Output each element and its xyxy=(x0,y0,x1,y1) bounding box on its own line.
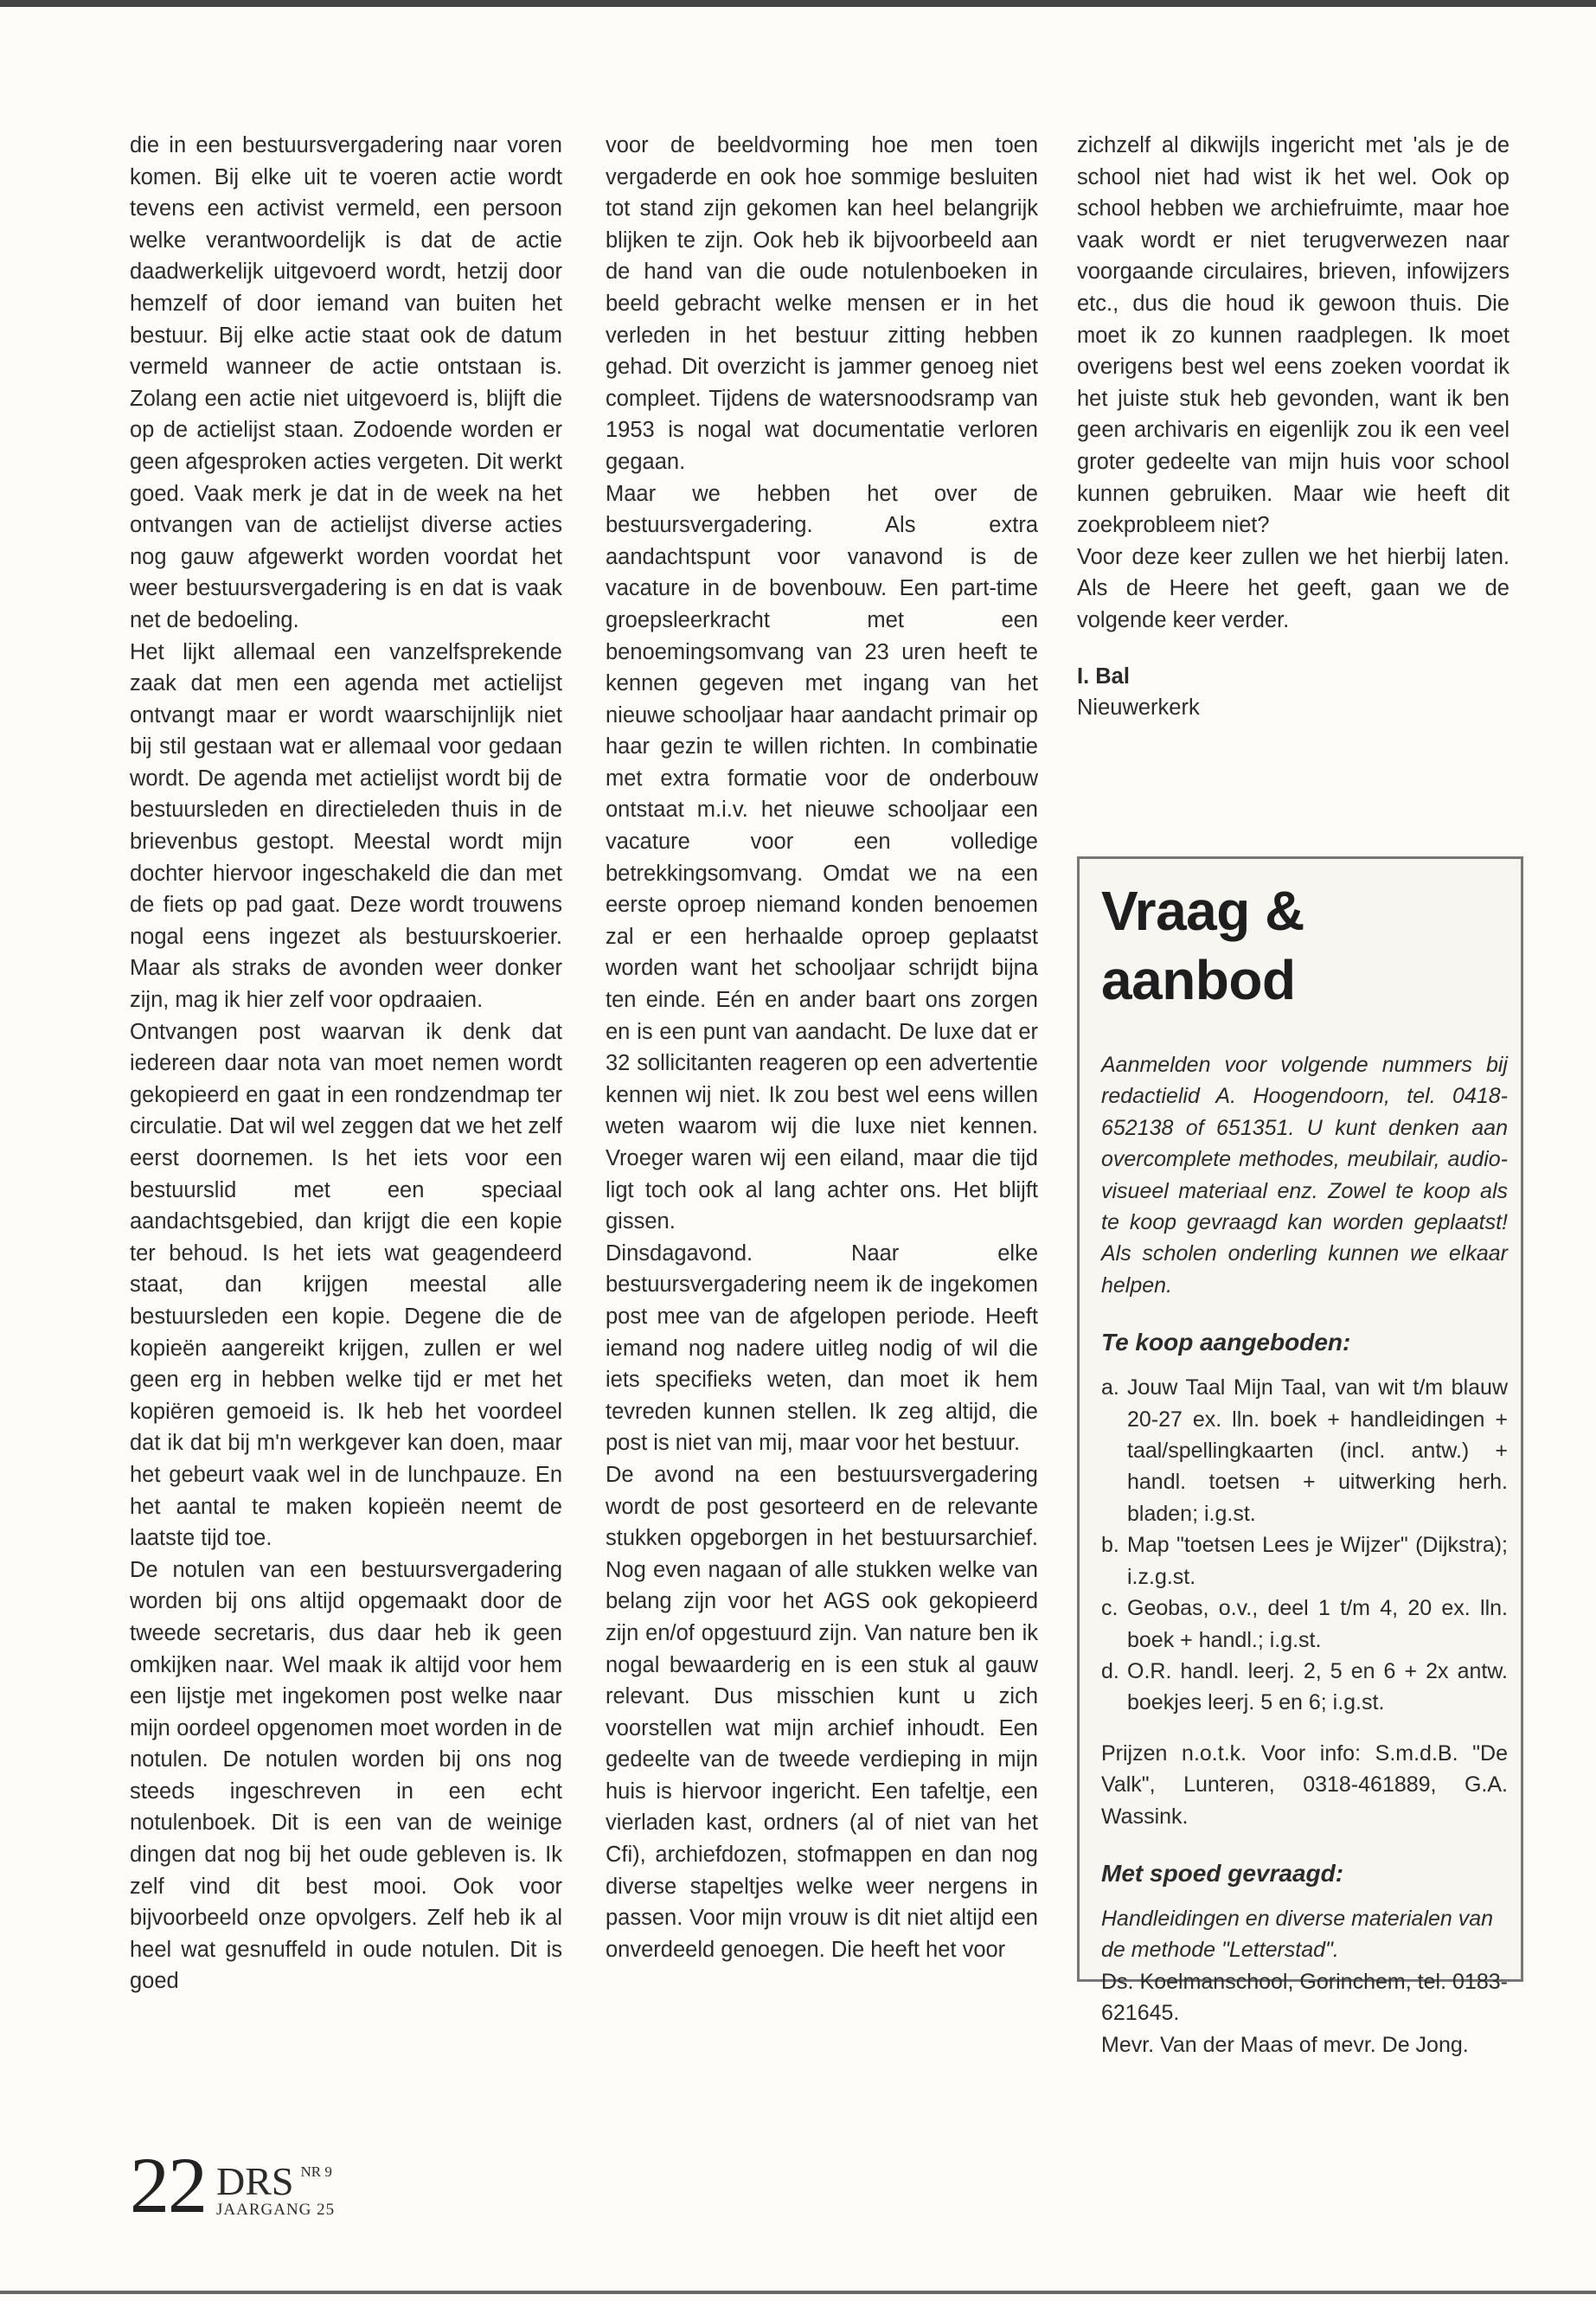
paragraph: die in een bestuursvergadering naar voren komen. Bij elke uit te voeren actie wordt tevens een activist vermeld, een persoon welke verantwoordelijk is dat de actie daadwerkelijk uitgevoerd wordt, hetzij door hemzelf of door iemand van buiten het bestuur. Bij elke actie staat ook de datum vermeld wanneer de actie ontstaan is. Zolang een actie niet uitgevoerd is, blijft die op de actielijst staan. Zodoende worden er geen afgesproken acties vergeten. Dit werkt goed. Vaak merk je dat in de week na het ontvangen van de actielijst diverse acties nog gauw afgewerkt worden voordat het weer bestuursvergadering is en dat is vaak net de bedoeling. xyxy=(130,133,562,632)
paragraph: Dinsdagavond. Naar elke bestuursvergadering neem ik de ingekomen post mee van de afgelopen periode. Heeft iemand nog nadere uitleg nodig of wil die iets specifieks weten, dan moet ik hem tevreden kunnen stellen. Ik zeg altijd, die post is niet van mij, maar voor het bestuur. xyxy=(606,1240,1038,1456)
paragraph: Maar we hebben het over de bestuursvergadering. Als extra aandachtspunt voor vanavond is de vacature in de bovenbouw. Een part-time groepsleerkracht met een benoemingsomvang van 23 uren heeft te kennen gegeven met ingang van het nieuwe schooljaar haar aandacht primair op haar gezin te willen richten. In combinatie met extra formatie voor de onderbouw ontstaat m.i.v. het nieuwe schooljaar een vacature voor een volledige betrekkingsomvang. Omdat we na een eerste oproep niemand konden benoemen zal er een herhaalde oproep geplaatst worden want het schooljaar schrijdt bijna ten einde. Eén en ander baart ons zorgen en is een punt van aandacht. De luxe dat er 32 sollicitanten reageren op een advertentie kennen wij niet. Ik zou best wel eens willen weten waarom wij die luxe niet kennen. Vroeger waren wij een eiland, maar die tijd ligt toch ook al lang achter ons. Het blijft gissen. xyxy=(606,481,1038,1234)
classifieds-box xyxy=(1077,856,1523,2057)
paragraph: voor de beeldvorming hoe men toen vergaderde en ook hoe sommige besluiten tot stand zijn gekomen kan heel belangrijk blijken te zijn. Ook heb ik bijvoorbeeld aan de hand van die oude notulenboeken in beeld gebracht welke mensen er in het verleden in het bestuur zitting hebben gehad. Dit overzicht is jammer genoeg niet compleet. Tijdens de watersnoodsramp van 1953 is nogal wat documentatie verloren gegaan. xyxy=(606,133,1038,474)
list-marker: b. xyxy=(1101,1533,1119,1558)
list-marker: a. xyxy=(1101,1375,1119,1400)
wanted-description: Handleidingen en diverse materialen van de methode "Letterstad". xyxy=(1101,1906,1494,1963)
article-column-1 xyxy=(130,130,562,1997)
paragraph: zichzelf al dikwijls ingericht met 'als je de school niet had wist ik het wel. Ook op school hebben we archiefruimte, maar hoe vaak wordt er niet terugverwezen naar voorgaande circulaires, brieven, infowijzers etc., dus die houd ik gewoon thuis. Die moet ik zo kunnen raadplegen. Ik moet overigens best wel eens zoeken voordat ik het juiste stuk heb gevonden, want ik ben geen archivaris en eigenlijk zou ik een veel groter gedeelte van mijn huis voor school kunnen gebruiken. Maar wie heeft dit zoekprobleem niet? xyxy=(1077,133,1509,538)
list-item xyxy=(1101,1593,1508,1656)
list-text: Jouw Taal Mijn Taal, van wit t/m blauw 20-27 ex. lln. boek + handleidingen + taal/spellingkaarten (incl. antw.) + handl. toetsen + uitwerking herh. bladen; i.g.st. xyxy=(1127,1375,1508,1526)
paragraph: Ontvangen post waarvan ik denk dat iedereen daar nota van moet nemen wordt gekopieerd en gaat in een rondzendmap ter circulatie. Dat wil wel zeggen dat we het zelf eerst doornemen. Is het iets voor een bestuurslid met een speciaal aandachtsgebied, dan krijgt die een kopie ter behoud. Is het iets wat geagendeerd staat, dan krijgen meestal alle bestuursleden een kopie. Degene die de kopieën aangereikt krijgen, zullen er wel geen erg in hebben welke tijd er met het kopiëren gemoeid is. Ik heb het voordeel dat ik dat bij m'n werkgever kan doen, maar het gebeurt vaak wel in de lunchpauze. En het aantal te maken kopieën neemt de laatste tijd toe. xyxy=(130,1019,562,1551)
issue-number: NR 9 xyxy=(300,2163,332,2180)
prices-info: Prijzen n.o.t.k. Voor info: S.m.d.B. "De Valk", Lunteren, 0318-461889, G.A. Wassink. xyxy=(1101,1740,1508,1829)
page-footer xyxy=(130,2141,336,2229)
list-item xyxy=(1101,1529,1508,1593)
list-text: Geobas, o.v., deel 1 t/m 4, 20 ex. lln. boek + handl.; i.g.st. xyxy=(1127,1596,1508,1652)
page-number: 22 xyxy=(130,2141,206,2229)
for-sale-heading: Te koop aangeboden: xyxy=(1101,1329,1351,1356)
volume-label: JAARGANG 25 xyxy=(216,2201,336,2219)
paragraph: De notulen van een bestuursvergadering worden bij ons altijd opgemaakt door de tweede secretaris, dus daar heb ik geen omkijken naar. Wel maak ik altijd voor hem een lijstje met ingekomen post welke naar mijn oordeel opgenomen moet worden in de notulen. De notulen worden bij ons nog steeds ingeschreven in een echt notulenboek. Dit is een van de weinige dingen dat nog bij het oude gebleven is. Ik zelf vind dit best mooi. Ook voor bijvoorbeeld onze opvolgers. Zelf heb ik al heel wat gesnuffeld in oude notulen. Dit is goed xyxy=(130,1557,562,1994)
article-column-2 xyxy=(606,130,1038,1965)
list-item xyxy=(1101,1656,1508,1719)
classifieds-intro: Aanmelden voor volgende nummers bij redactielid A. Hoogendoorn, tel. 0418-652138 of 651351. U kunt denken aan overcomplete methodes, meubilair, audio-visueel materiaal enz. Zowel te koop als te koop gevraagd kan worden geplaatst! Als scholen onderling kunnen we elkaar helpen. xyxy=(1101,1053,1508,1298)
magazine-masthead xyxy=(216,2159,336,2221)
list-item xyxy=(1101,1372,1508,1529)
classifieds-title: Vraag & aanbod xyxy=(1101,880,1304,1011)
list-text: Map "toetsen Lees je Wijzer" (Dijkstra); i.z.g.st. xyxy=(1127,1533,1508,1589)
article-column-3 xyxy=(1077,130,1509,724)
for-sale-list xyxy=(1101,1372,1508,1718)
wanted-contact: Ds. Koelmanschool, Gorinchem, tel. 0183-621645. xyxy=(1101,1969,1508,2026)
list-marker: c. xyxy=(1101,1596,1118,1621)
magazine-name: DRS xyxy=(216,2159,294,2203)
bottom-rule xyxy=(0,2291,1596,2294)
list-marker: d. xyxy=(1101,1658,1119,1683)
list-text: O.R. handl. leerj. 2, 5 en 6 + 2x antw. boekjes leerj. 5 en 6; i.g.st. xyxy=(1127,1658,1508,1715)
author-place: Nieuwerkerk xyxy=(1077,695,1200,721)
author-name: I. Bal xyxy=(1077,663,1130,689)
paragraph: De avond na een bestuursvergadering wordt de post gesorteerd en de relevante stukken opgeborgen in het bestuursarchief. Nog even nagaan of alle stukken welke van belang zijn voor het AGS ook gekopieerd zijn en/of opgestuurd zijn. Van nature ben ik nogal bewaarderig en is een stuk al gauw relevant. Dus misschien kunt u zich voorstellen wat mijn archief inhoudt. Een gedeelte van de tweede verdieping in mijn huis is hiervoor ingericht. Een tafeltje, een vierladen kast, ordners (al of niet van het Cfi), archiefdozen, stofmappen en dan nog diverse stapeltjes welke weer nergens in passen. Voor mijn vrouw is dit niet altijd een onverdeeld genoegen. Die heeft het voor xyxy=(606,1462,1038,1962)
wanted-heading: Met spoed gevraagd: xyxy=(1101,1859,1344,1887)
paragraph: Het lijkt allemaal een vanzelfsprekende zaak dat men een agenda met actielijst ontvangt maar er wordt waarschijnlijk niet bij stil gestaan wat er allemaal voor gedaan wordt. De agenda met actielijst wordt bij de bestuursleden en directieleden thuis in de brievenbus gestopt. Meestal wordt mijn dochter hiervoor ingeschakeld die dan met de fiets op pad gaat. Deze wordt trouwens nogal eens ingezet als bestuurskoerier. Maar als straks de avonden weer donker zijn, mag ik hier zelf voor opdraaien. xyxy=(130,639,562,1013)
paragraph: Voor deze keer zullen we het hierbij laten. Als de Heere het geeft, gaan we de volgende keer verder. xyxy=(1077,544,1509,632)
wanted-contact-persons: Mevr. Van der Maas of mevr. De Jong. xyxy=(1101,2032,1469,2057)
top-rule xyxy=(0,0,1596,7)
